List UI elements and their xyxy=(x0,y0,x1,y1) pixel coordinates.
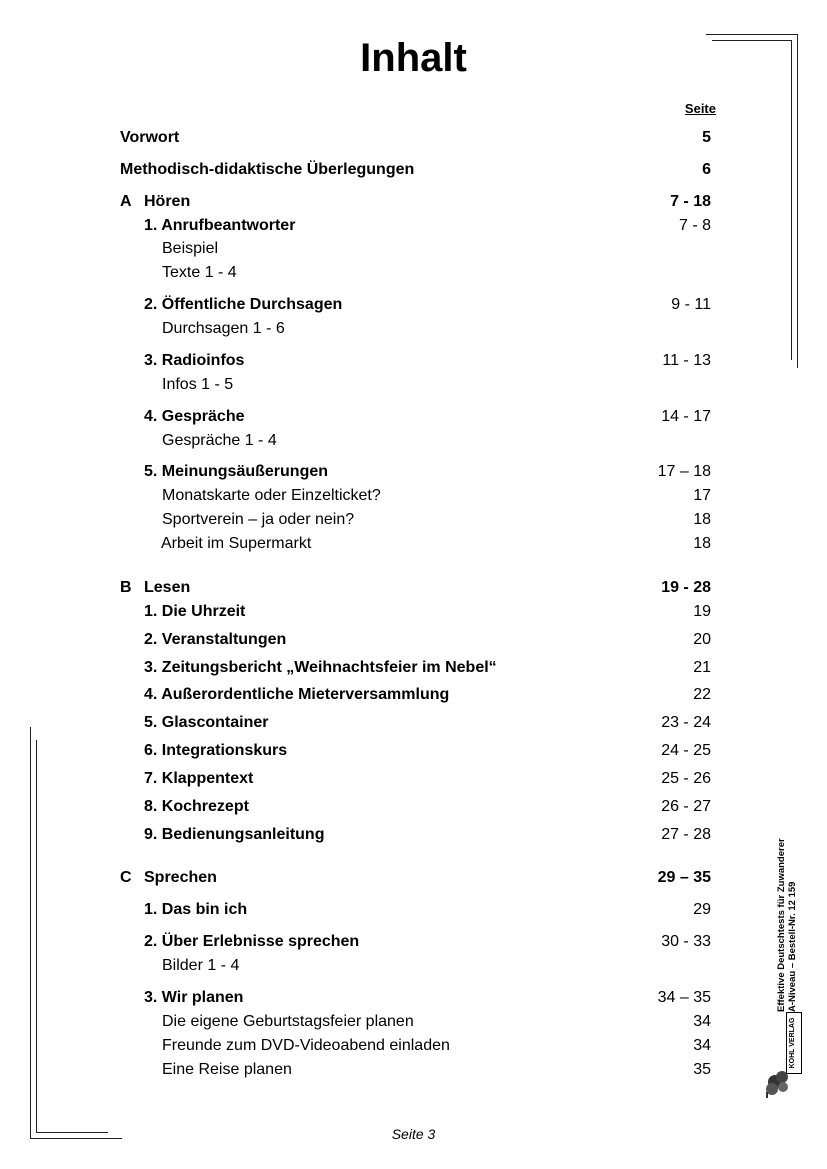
toc-row xyxy=(0,955,827,977)
side-label-text xyxy=(776,832,810,1012)
toc-label: Texte 1 - 4 xyxy=(162,264,237,281)
toc-label: Vorwort xyxy=(120,129,180,146)
toc-label: 5. Glascontainer xyxy=(144,714,269,731)
toc-label: Infos 1 - 5 xyxy=(162,376,234,393)
toc-label: Sportverein – ja oder nein? xyxy=(162,511,355,528)
toc-page: 17 xyxy=(693,487,711,504)
toc-row xyxy=(0,1011,827,1033)
toc-row xyxy=(0,824,827,846)
toc-label: Beispiel xyxy=(162,240,219,257)
toc-row xyxy=(0,987,827,1009)
toc-page: 23 - 24 xyxy=(661,714,711,731)
toc-label: 2. Öffentliche Durchsagen xyxy=(144,296,343,313)
toc-page: 14 - 17 xyxy=(661,408,711,425)
toc-row xyxy=(0,238,827,260)
side-label-line1: Effektive Deutschtests für Zuwanderer xyxy=(776,838,787,1012)
toc-label: 3. Zeitungsbericht „Weihnachtsfeier im Nebel“ xyxy=(144,659,497,676)
tree-logo-icon xyxy=(762,1014,802,1100)
toc-row xyxy=(0,684,827,706)
toc-label: Die eigene Geburtstagsfeier planen xyxy=(162,1013,414,1030)
toc-row xyxy=(0,1035,827,1057)
toc-row xyxy=(0,215,827,237)
toc-label: Monatskarte oder Einzelticket? xyxy=(162,487,381,504)
toc-label: 3. Radioinfos xyxy=(144,352,245,369)
side-label xyxy=(776,832,810,1012)
toc-label: Bilder 1 - 4 xyxy=(162,957,240,974)
toc-label: 9. Bedienungsanleitung xyxy=(144,826,325,843)
toc-label: 7. Klappentext xyxy=(144,770,254,787)
toc-label: Methodisch-didaktische Überlegungen xyxy=(120,161,415,178)
toc-label: 4. Gespräche xyxy=(144,408,245,425)
toc-label: 1. Anrufbeantworter xyxy=(144,217,296,234)
toc-row xyxy=(0,159,827,181)
toc-label: 1. Das bin ich xyxy=(144,901,248,918)
publisher-name: KOHL VERLAG xyxy=(786,1012,802,1074)
toc-page: 27 - 28 xyxy=(661,826,711,843)
toc-page: 19 - 28 xyxy=(661,579,711,596)
toc-label: Gespräche 1 - 4 xyxy=(162,432,277,449)
toc-page: 29 – 35 xyxy=(657,869,711,886)
toc-label: 6. Integrationskurs xyxy=(144,742,288,759)
toc-label: 8. Kochrezept xyxy=(144,798,249,815)
toc-label: Eine Reise planen xyxy=(162,1061,292,1078)
toc-row xyxy=(0,350,827,372)
toc-row xyxy=(0,796,827,818)
toc-page: 24 - 25 xyxy=(661,742,711,759)
toc-page: 7 - 18 xyxy=(670,193,711,210)
toc-row xyxy=(0,1059,827,1081)
toc-label: 1. Die Uhrzeit xyxy=(144,603,246,620)
toc-label: Durchsagen 1 - 6 xyxy=(162,320,285,337)
toc-page: 7 - 8 xyxy=(678,217,711,234)
toc-page: 29 xyxy=(693,901,711,918)
toc-label: 5. Meinungsäußerungen xyxy=(144,463,329,480)
toc-page: 26 - 27 xyxy=(661,798,711,815)
toc-row xyxy=(0,931,827,953)
toc-row xyxy=(0,127,827,149)
toc-row xyxy=(0,294,827,316)
toc-page: 6 xyxy=(702,161,711,178)
toc-section-letter: A xyxy=(120,193,132,210)
toc-page: 20 xyxy=(693,631,711,648)
page-column-header: Seite xyxy=(684,101,716,116)
toc-page: 18 xyxy=(693,511,711,528)
toc-row xyxy=(0,318,827,340)
toc-page: 25 - 26 xyxy=(661,770,711,787)
toc-page: 19 xyxy=(693,603,711,620)
toc-page: 17 – 18 xyxy=(657,463,711,480)
toc-row xyxy=(0,712,827,734)
toc-row xyxy=(0,657,827,679)
toc-label: Sprechen xyxy=(144,869,217,886)
frame-line xyxy=(706,34,798,35)
toc-row xyxy=(0,740,827,762)
toc-page: 34 xyxy=(693,1037,711,1054)
toc-page: 34 xyxy=(693,1013,711,1030)
toc-row xyxy=(0,509,827,531)
toc-row xyxy=(0,899,827,921)
toc-page: 30 - 33 xyxy=(661,933,711,950)
toc-row xyxy=(0,485,827,507)
toc-section-row xyxy=(0,191,827,213)
toc-section-row xyxy=(0,867,827,889)
toc-label: 2. Veranstaltungen xyxy=(144,631,287,648)
toc-label: 3. Wir planen xyxy=(144,989,244,1006)
toc-section-letter: B xyxy=(120,579,132,596)
toc-row xyxy=(0,374,827,396)
toc-page: 21 xyxy=(693,659,711,676)
publisher-logo xyxy=(762,1014,802,1100)
toc-section-letter: C xyxy=(120,869,132,886)
toc-row xyxy=(0,406,827,428)
toc-label: Freunde zum DVD-Videoabend einladen xyxy=(162,1037,450,1054)
toc-page: 35 xyxy=(693,1061,711,1078)
toc-label: 4. Außerordentliche Mieterversammlung xyxy=(144,686,450,703)
toc-page: 22 xyxy=(693,686,711,703)
toc-label: Lesen xyxy=(144,579,191,596)
toc-row xyxy=(0,262,827,284)
toc-row xyxy=(0,533,827,555)
toc-page: 34 – 35 xyxy=(657,989,711,1006)
toc-page: 5 xyxy=(702,129,711,146)
toc-row xyxy=(0,768,827,790)
toc-section-row xyxy=(0,577,827,599)
toc-label: Hören xyxy=(144,193,191,210)
page-title: Inhalt xyxy=(360,36,467,80)
side-label-line2: A-Niveau – Bestell-Nr. 12 159 xyxy=(787,881,798,1012)
toc-page: 11 - 13 xyxy=(662,352,711,369)
page-footer: Seite 3 xyxy=(391,1126,436,1142)
toc-row xyxy=(0,601,827,623)
toc-label: Arbeit im Supermarkt xyxy=(161,535,312,552)
toc-page: 9 - 11 xyxy=(671,296,711,313)
toc-page: 18 xyxy=(693,535,711,552)
toc-row xyxy=(0,430,827,452)
toc-row xyxy=(0,461,827,483)
toc-row xyxy=(0,629,827,651)
toc-label: 2. Über Erlebnisse sprechen xyxy=(144,933,360,950)
